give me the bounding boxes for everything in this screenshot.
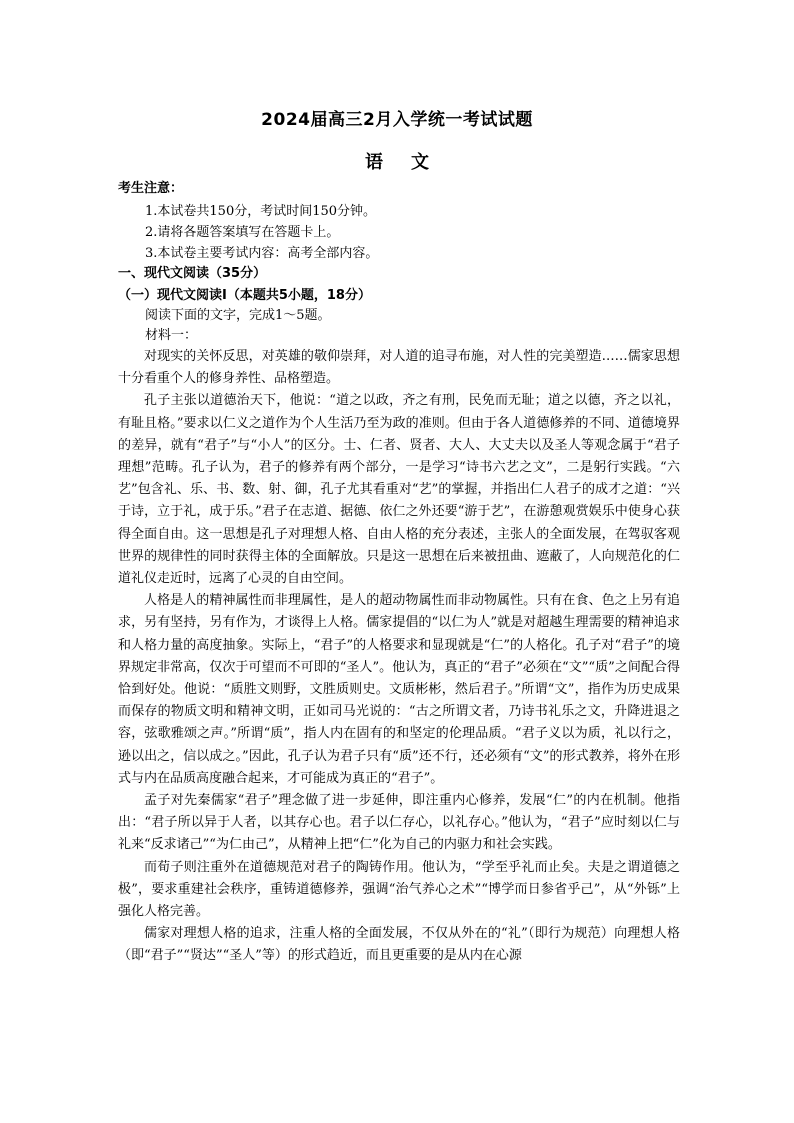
passage-paragraph: 人格是人的精神属性而非理属性，是人的超动物属性而非动物属性。只有在食、色之上另有追求，另有坚持，另有作为，才谈得上人格。儒家提倡的“以仁为人”就是对超越生理需要的精神追求和人格力量的高度抽象。实际上，“君子”的人格要求和显现就是“仁”的人格化。孔子对“君子”的境界规定非常高，仅次于可望而不可即的“圣人”。他认为，真正的“君子”必须在“文”“质”之间配合得恰到好处。他说：“质胜文则野，文胜质则史。文质彬彬，然后君子。”所谓“文”，指作为历史成果而保存的物质文明和精神文明，正如司马光说的：“古之所谓文者，乃诗书礼乐之文，升降进退之容，弦歌雅颂之声。”所谓“质”，指人内在固有的和坚定的伦理品质。“君子义以为质，礼以行之，逊以出之，信以成之。”因此，孔子认为君子只有“质”还不行，还必须有“文”的形式教养，将外在形式与内在品质高度融合起来，才可能成为真正的“君子”。: [118, 593, 680, 786]
passage-paragraph: 对现实的关怀反思，对英雄的敬仰崇拜，对人道的追寻布施，对人性的完美塑造……儒家思想十分看重个人的修身养性、品格塑造。: [118, 349, 680, 387]
reading-passage: [118, 346, 680, 968]
passage-paragraph: 孟子对先秦儒家“君子”理念做了进一步延伸，即注重内心修养，发展“仁”的内在机制。他指出：“君子所以异于人者，以其存心也。君子以仁存心，以礼存心。”他认为，“君子”应时刻以仁与礼来“反求诸己”“为仁由己”，从精神上把“仁”化为自己的内驱力和社会实践。: [118, 793, 680, 853]
notice-heading: 考生注意：: [118, 181, 184, 196]
material-label: 材料一：: [145, 328, 198, 343]
subject-title: 语文: [365, 152, 457, 173]
subsection-heading: （一）现代文阅读Ⅰ（本题共5小题，18分）: [118, 288, 371, 303]
notice-item: 3.本试卷主要考试内容：高考全部内容。: [145, 246, 379, 261]
notice-item: 2.请将各题答案填写在答题卡上。: [145, 225, 340, 240]
passage-paragraph: 而荀子则注重外在道德规范对君子的陶铸作用。他认为，“学至乎礼而止矣。夫是之谓道德之极”，要求重建社会秩序，重铸道德修养，强调“治气养心之术”“博学而日参省乎己”，从“外铄”上强化人格完善。: [118, 859, 680, 920]
passage-paragraph: 孔子主张以道德治天下，他说：“道之以政，齐之有刑，民免而无耻；道之以德，齐之以礼，有耻且格。”要求以仁义之道作为个人生活乃至为政的准则。但由于各人道德修养的不同、道德境界的差异，就有“君子”与“小人”的区分。士、仁者、贤者、大人、大丈夫以及圣人等观念属于“君子理想”范畴。孔子认为，君子的修养有两个部分，一是学习“诗书六艺之文”，二是躬行实践。“六艺”包含礼、乐、书、数、射、御，孔子尤其看重对“艺”的掌握，并指出仁人君子的成才之道：“兴于诗，立于礼，成于乐。”君子在志道、据德、依仁之外还要“游于艺”，在游憩观赏娱乐中使身心获得全面自由。这一思想是孔子对理想人格、自由人格的充分表述，主张人的全面发展，在驾驭客观世界的规律性的同时获得主体的全面解放。只是这一思想在后来被扭曲、遮蔽了，人向规范化的仁道礼仪走近时，远离了心灵的自由空间。: [118, 393, 680, 587]
section-heading: 一、现代文阅读（35分）: [118, 266, 267, 281]
passage-paragraph: 儒家对理想人格的追求，注重人格的全面发展，不仅从外在的“礼”（即行为规范）向理想人格（即“君子”“贤达”“圣人”等）的形式趋近，而且更重要的是从内在心源: [118, 926, 680, 964]
instruction-text: 阅读下面的文字，完成1～5题。: [145, 308, 331, 323]
notice-item: 1.本试卷共150分，考试时间150分钟。: [145, 204, 377, 219]
exam-title: 2024届高三2月入学统一考试试题: [261, 110, 533, 130]
